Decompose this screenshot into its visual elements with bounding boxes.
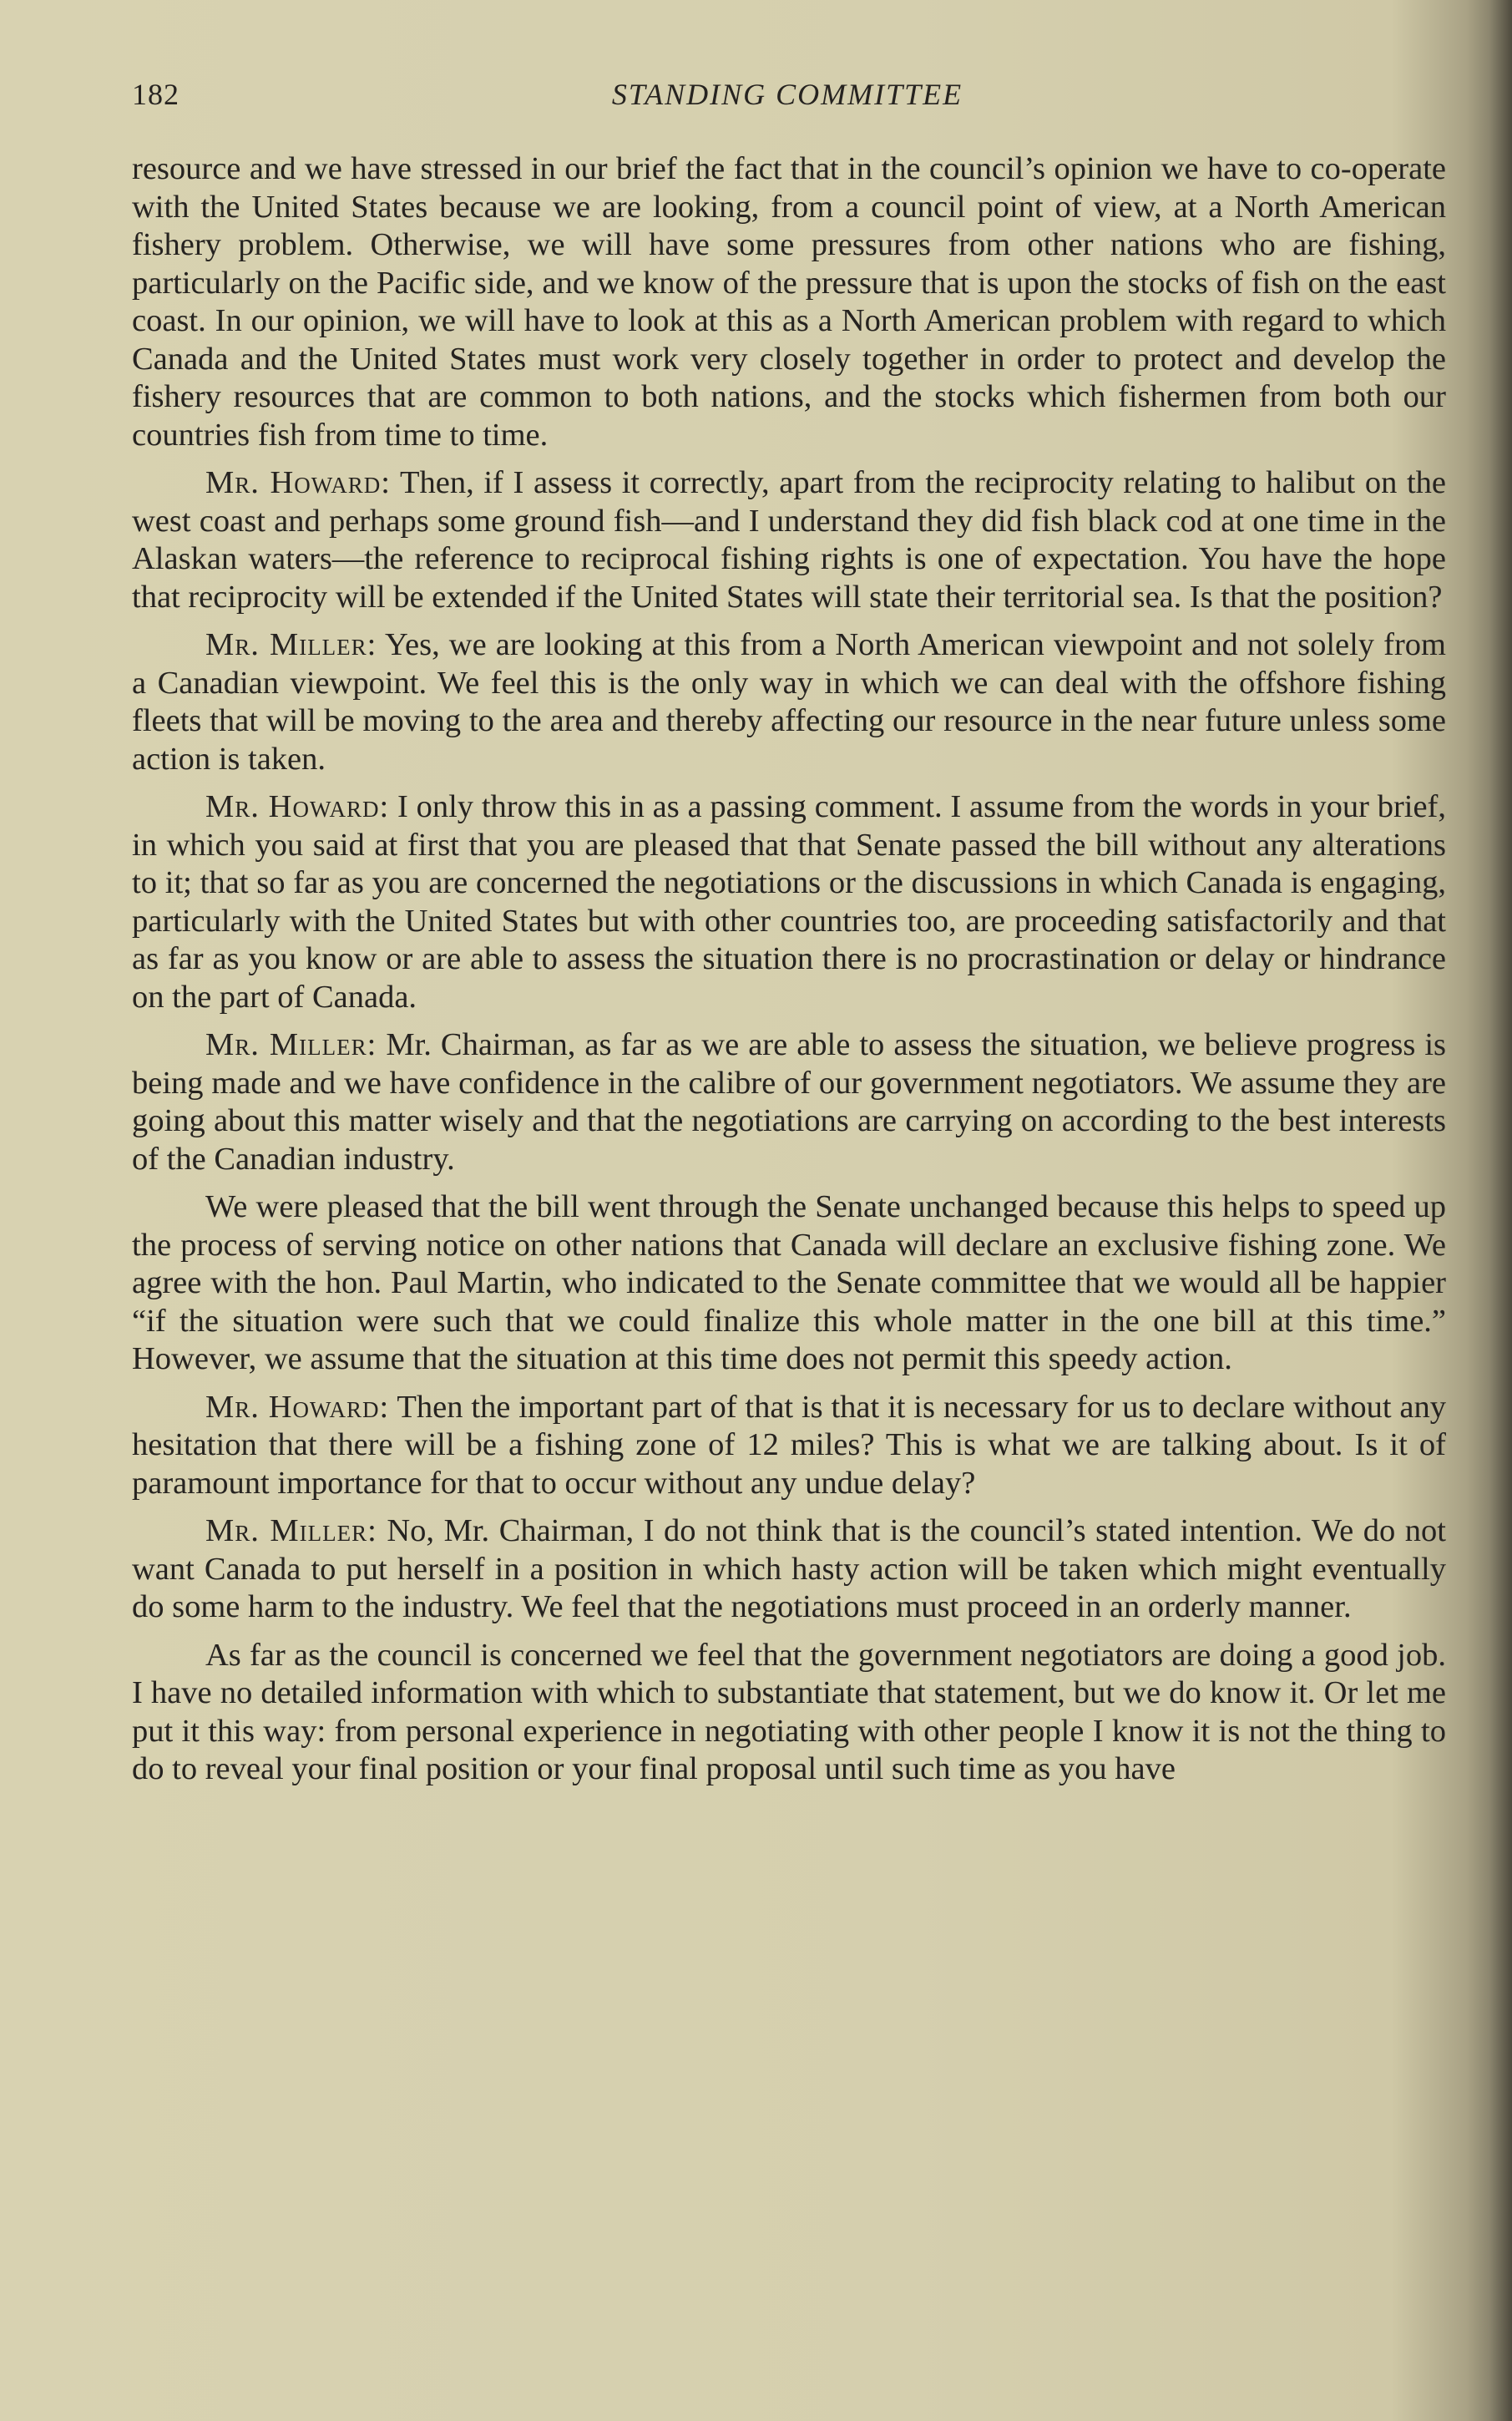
paragraph-text: No, Mr. Chairman, I do not think that is the council’s stated intention. We do not want Canada to put herself in a position in which hasty action will be taken which might eventually do some harm to the industry. We feel that the negotiations must proceed in an orderly manner. <box>132 1513 1446 1624</box>
paragraph <box>132 150 1446 454</box>
paragraph-text: Mr. Chairman, as far as we are able to assess the situation, we believe progress is being made and we have confidence in the calibre of our government negotiators. We assume they are going about this matter wisely and that the negotiations are carrying on according to the best interests of the Canadian industry. <box>132 1027 1446 1177</box>
paragraph-text: As far as the council is concerned we feel that the government negotiators are doing a good job. I have no detailed information with which to substantiate that statement, but we do know it. Or let me put it this way: from personal experience in negotiating with other people I know it is not the thing to do to reveal your final position or your final proposal until such time as you have <box>132 1637 1446 1786</box>
speaker-name: Mr. Howard: <box>205 789 390 824</box>
book-spine-shadow <box>1489 0 1512 2421</box>
paragraph <box>132 464 1446 616</box>
paragraph-text: resource and we have stressed in our brief the fact that in the council’s opinion we have to co-operate with the United States because we are looking, from a council point of view, at a North American fishery problem. Otherwise, we will have some pressures from other nations who are fishing, particularly on the Pacific side, and we know of the pressure that is upon the stocks of fish on the east coast. In our opinion, we will have to look at this as a North American problem with regard to which Canada and the United States must work very closely together in order to protect and develop the fishery resources that are common to both nations, and the stocks which fishermen from both our countries fish from time to time. <box>132 151 1446 453</box>
page-number: 182 <box>132 78 180 111</box>
speaker-name: Mr. Howard: <box>205 1389 390 1425</box>
paragraph-text: I only throw this in as a passing comment. I assume from the words in your brief, in which you said at first that you are pleased that that Senate passed the bill without any alterations to it; that so far as you are concerned the negotiations or the discussions in which Canada is engaging, particularly with the United States but with other countries too, are proceeding satisfactorily and that as far as you know or are able to assess the situation there is no procrastination or delay or hindrance on the part of Canada. <box>132 789 1446 1015</box>
paragraph <box>132 1188 1446 1379</box>
paragraph <box>132 1637 1446 1789</box>
paragraph <box>132 1512 1446 1627</box>
speaker-name: Mr. Miller: <box>205 1513 377 1548</box>
paragraph <box>132 1026 1446 1178</box>
speaker-name: Mr. Miller: <box>205 1027 377 1062</box>
speaker-name: Mr. Miller: <box>205 627 377 662</box>
paragraph-text: We were pleased that the bill went through the Senate unchanged because this helps to speed up the process of serving notice on other nations that Canada will declare an exclusive fishing zone. We agree with the hon. Paul Martin, who indicated to the Senate committee that we would all be happier “if the situation were such that we could finalize this whole matter in the one bill at this time.” However, we assume that the situation at this time does not permit this speedy action. <box>132 1189 1446 1376</box>
paragraph-text: Then the important part of that is that it is necessary for us to declare without any hesitation that there will be a fishing zone of 12 miles? This is what we are talking about. Is it of paramount importance for that to occur without any undue delay? <box>132 1389 1446 1501</box>
paragraph <box>132 626 1446 778</box>
speaker-name: Mr. Howard: <box>205 465 392 500</box>
body-text <box>132 150 1446 1799</box>
running-head: STANDING COMMITTEE <box>611 78 963 111</box>
paragraph-text: Then, if I assess it correctly, apart from the reciprocity relating to halibut on the west coast and perhaps some ground fish—and I understand they did fish black cod at one time in the Alaskan waters—the reference to reciprocal fishing rights is one of expectation. You have the hope that reciprocity will be extended if the United States will state their territorial sea. Is that the position? <box>132 465 1446 615</box>
paragraph <box>132 788 1446 1016</box>
paragraph-text: Yes, we are looking at this from a North American viewpoint and not solely from a Canadian viewpoint. We feel this is the only way in which we can deal with the offshore fishing fleets that will be moving to the area and thereby affecting our resource in the near future unless some action is taken. <box>132 627 1446 777</box>
paragraph <box>132 1389 1446 1503</box>
page-header <box>132 73 1443 120</box>
